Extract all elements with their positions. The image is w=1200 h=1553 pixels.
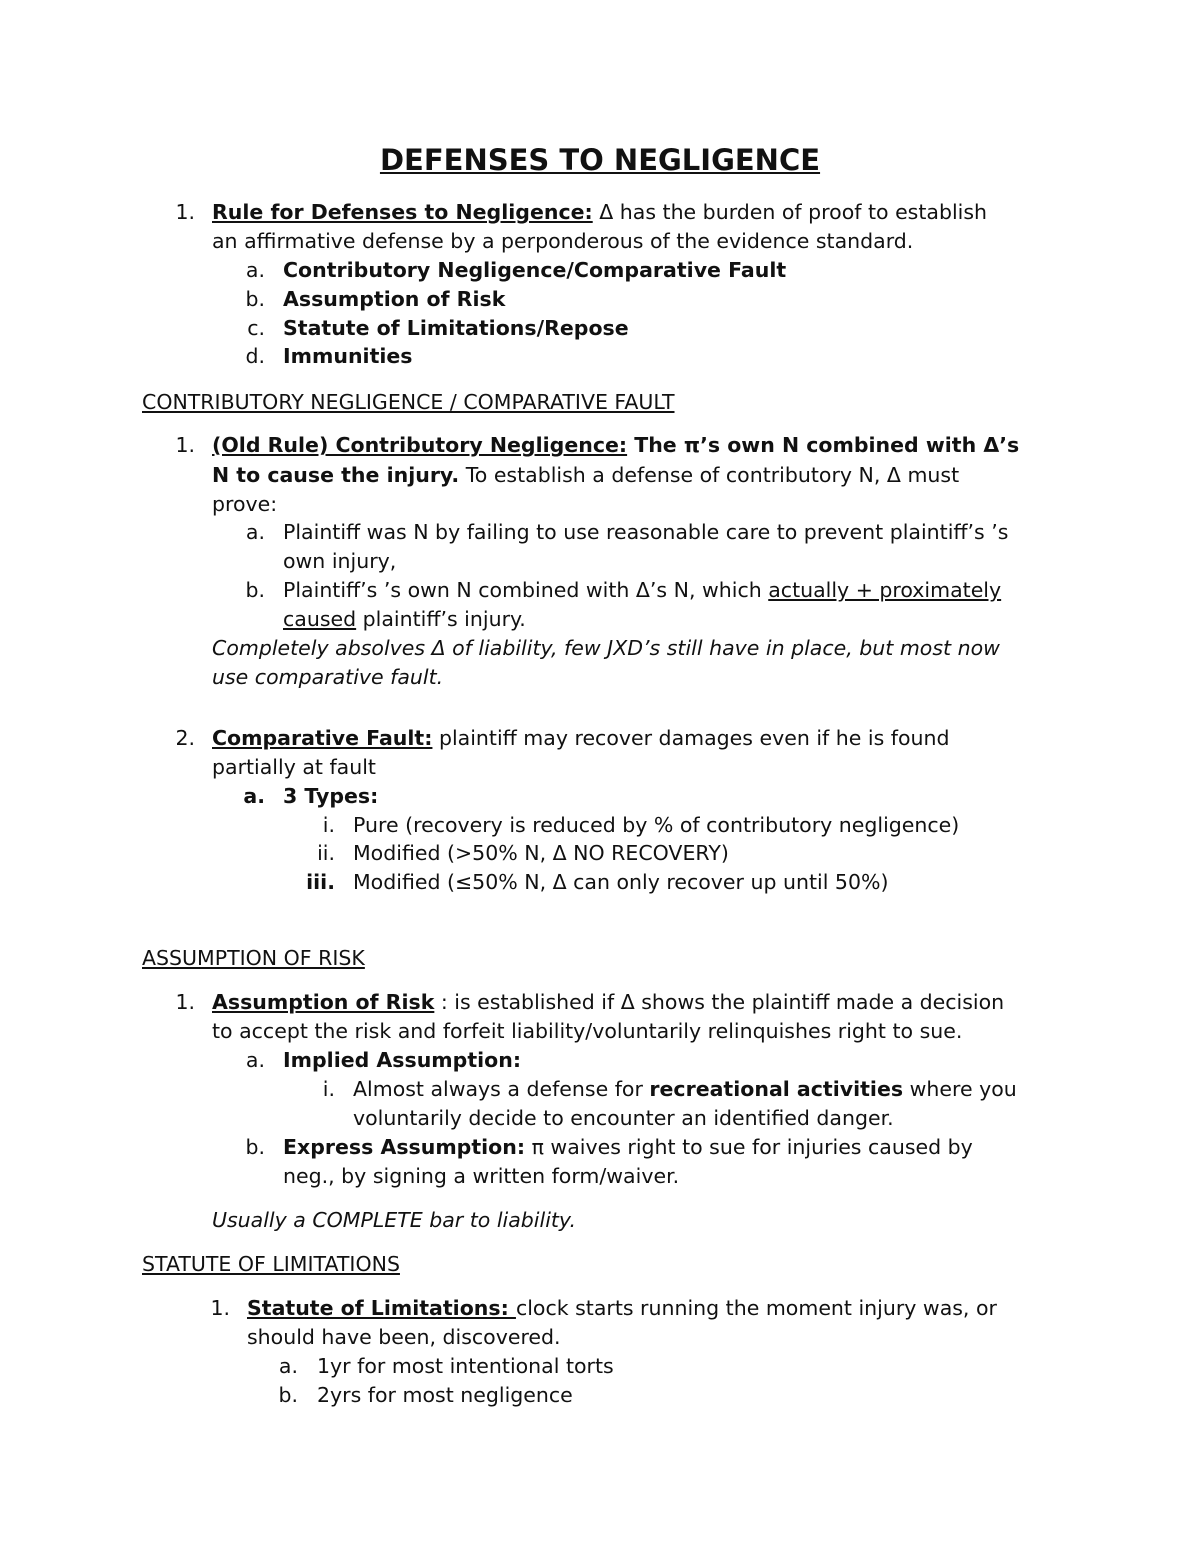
contrib-bold-text: The π’s own N combined with Δ’s (627, 433, 1020, 457)
implied-assumption-label: Implied Assumption: (283, 1048, 522, 1072)
statute-text: clock starts running the moment injury was, or (515, 1296, 997, 1320)
rule-text: Δ has the burden of proof to establish (592, 200, 988, 224)
contrib-line-1 (212, 431, 1019, 460)
comparative-line-2: partially at fault (212, 755, 376, 779)
implied-text: Almost always a defense for (353, 1077, 650, 1101)
comparative-line-1 (212, 724, 950, 753)
list-marker: d. (245, 344, 265, 368)
contrib-item-a-line-1: Plaintiff was N by failing to use reasonable care to prevent plaintiff’s ’s (283, 520, 1009, 544)
list-marker: a. (278, 1354, 298, 1378)
contrib-text: To establish a defense of contributory N, Δ must (459, 463, 960, 487)
comparative-label: Comparative Fault: (212, 726, 433, 750)
risk-line-2: to accept the risk and forfeit liability/voluntarily relinquishes right to sue. (212, 1019, 963, 1043)
list-marker: ii. (317, 841, 335, 865)
comparative-type: Modified (≤50% N, Δ can only recover up until 50%) (353, 870, 889, 894)
contrib-item-b-line-2 (283, 605, 526, 634)
list-marker: i. (322, 813, 335, 837)
express-line-2: neg., by signing a written form/waiver. (283, 1164, 680, 1188)
risk-note: Usually a COMPLETE bar to liability. (212, 1208, 576, 1232)
contrib-item-b-underlined-2: caused (283, 607, 357, 631)
list-marker: a. (245, 1048, 265, 1072)
defense-item: Immunities (283, 344, 413, 368)
contrib-label: (Old Rule) Contributory Negligence: (212, 433, 628, 457)
list-marker: a. (243, 784, 265, 808)
statute-line-2: should have been, discovered. (247, 1325, 561, 1349)
express-text: π waives right to sue for injuries caused by (525, 1135, 973, 1159)
statute-item: 1yr for most intentional torts (317, 1354, 614, 1378)
contrib-item-b-text-2: plaintiff’s injury. (356, 607, 526, 631)
list-number: 1. (175, 200, 195, 224)
list-marker: c. (247, 316, 265, 340)
section-heading-contributory: CONTRIBUTORY NEGLIGENCE / COMPARATIVE FAULT (142, 390, 675, 414)
list-marker: a. (245, 258, 265, 282)
list-marker: b. (278, 1383, 298, 1407)
defense-item: Statute of Limitations/Repose (283, 316, 629, 340)
section-heading-statute: STATUTE OF LIMITATIONS (142, 1252, 400, 1276)
list-marker: b. (245, 578, 265, 602)
defense-item: Contributory Negligence/Comparative Fault (283, 258, 787, 282)
comparative-types-label: 3 Types: (283, 784, 379, 808)
section-heading-assumption: ASSUMPTION OF RISK (142, 946, 365, 970)
list-number: 1. (175, 433, 195, 457)
risk-label: Assumption of Risk (212, 990, 435, 1014)
risk-text: : is established if Δ shows the plaintiff made a decision (434, 990, 1005, 1014)
implied-line-1 (353, 1075, 1017, 1104)
list-marker: iii. (306, 870, 335, 894)
list-marker: i. (322, 1077, 335, 1101)
list-marker: b. (245, 1135, 265, 1159)
implied-line-2: voluntarily decide to encounter an identified danger. (353, 1106, 894, 1130)
statute-label: Statute of Limitations: (247, 1296, 516, 1320)
rule-line-1 (212, 198, 987, 227)
page-title: DEFENSES TO NEGLIGENCE (379, 143, 821, 177)
comparative-text: plaintiff may recover damages even if he is found (432, 726, 950, 750)
contrib-item-b-text: Plaintiff’s ’s own N combined with Δ’s N, which (283, 578, 769, 602)
list-marker: b. (245, 287, 265, 311)
contrib-item-b-line-1 (283, 576, 1001, 605)
risk-line-1 (212, 988, 1004, 1017)
contrib-note-line-1: Completely absolves Δ of liability, few JXD’s still have in place, but most now (212, 636, 1000, 660)
defense-item: Assumption of Risk (283, 287, 506, 311)
contrib-item-a-line-2: own injury, (283, 549, 397, 573)
comparative-type: Pure (recovery is reduced by % of contributory negligence) (353, 813, 960, 837)
contrib-item-b-underlined: actually + proximately (768, 578, 1002, 602)
statute-item: 2yrs for most negligence (317, 1383, 573, 1407)
statute-line-1 (247, 1294, 997, 1323)
rule-label: Rule for Defenses to Negligence: (212, 200, 593, 224)
express-line-1 (283, 1133, 973, 1162)
rule-line-2: an affirmative defense by a perponderous of the evidence standard. (212, 229, 914, 253)
list-number: 1. (175, 990, 195, 1014)
contrib-line-3: prove: (212, 492, 278, 516)
contrib-bold-text-2: N to cause the injury. (212, 463, 460, 487)
implied-bold: recreational activities (649, 1077, 904, 1101)
list-number: 1. (210, 1296, 230, 1320)
express-assumption-label: Express Assumption: (283, 1135, 526, 1159)
list-number: 2. (175, 726, 195, 750)
list-marker: a. (245, 520, 265, 544)
contrib-note-line-2: use comparative fault. (212, 665, 444, 689)
implied-text-end: where you (903, 1077, 1017, 1101)
comparative-type: Modified (>50% N, Δ NO RECOVERY) (353, 841, 729, 865)
contrib-line-2 (212, 461, 959, 490)
